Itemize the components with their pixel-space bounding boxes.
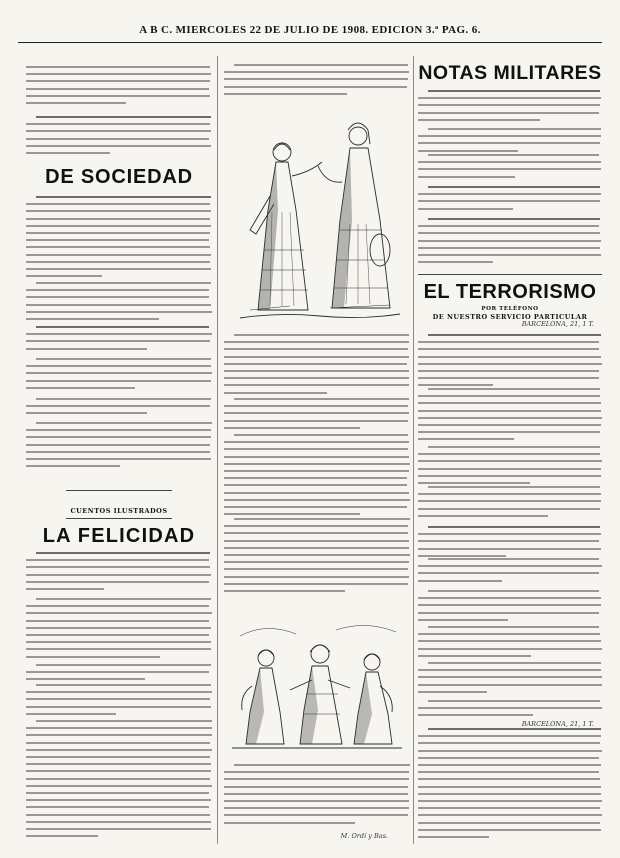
text-line [26,821,211,823]
text-line [418,669,601,671]
text-line [26,372,212,374]
text-line [418,565,602,567]
text-line [428,526,600,528]
text-line [224,561,409,563]
text-line [224,807,409,809]
text-line [26,806,209,808]
text-line [26,304,211,306]
text-line [418,691,487,693]
text-line [418,633,600,635]
text-line [26,605,209,607]
text-line [418,247,600,249]
text-line [224,71,409,73]
text-line [224,778,409,780]
text-line [418,793,601,795]
text-line [418,786,601,788]
text-line [26,275,102,277]
text-line [418,500,601,502]
text-line [234,64,408,66]
column-right [418,56,602,844]
text-line [418,417,602,419]
text-line [26,671,209,673]
text-line [418,684,602,686]
text-line [26,130,211,132]
text-line [418,619,508,621]
text-line [418,648,602,650]
text-line [418,750,602,752]
text-line [428,626,599,628]
text-line [224,86,407,88]
text-line [224,363,407,365]
text-line [234,764,410,766]
text-line [428,700,600,702]
column-rule [413,56,414,844]
text-line [224,547,409,549]
text-line [26,218,210,220]
text-line [26,429,211,431]
text-line [418,240,601,242]
text-line [26,102,126,104]
text-line [418,261,493,263]
text-line [26,574,211,576]
text-line [36,398,211,400]
text-line [26,88,209,90]
text-line [418,572,599,574]
text-line [224,513,360,515]
text-line [26,756,210,758]
illustration-two-women [230,100,406,326]
text-line [26,713,116,715]
text-line [418,384,493,386]
text-line [418,655,531,657]
text-line [418,597,601,599]
header-text: A B C. MIERCOLES 22 DE JULIO DE 1908. EDICION 3.ª PAG. 6. [139,24,481,36]
text-line [418,800,602,802]
text-line [26,763,211,765]
text-line [224,392,327,394]
text-line [428,154,599,156]
text-line [224,568,408,570]
text-line [224,441,409,443]
text-line [224,590,345,592]
text-line [36,422,212,424]
text-line [418,742,600,744]
section-title-terrorismo: EL TERRORISMO [423,281,597,303]
text-line [26,268,211,270]
text-line [224,377,409,379]
terrorismo-sub2: DE NUESTRO SERVICIO PARTICULAR [432,313,588,321]
text-line [224,540,409,542]
text-line [418,200,600,202]
divider [66,518,172,519]
text-line [224,532,408,534]
text-line [418,475,601,477]
text-line [418,424,601,426]
text-line [26,799,211,801]
text-line [26,66,210,68]
cuentos-label: CUENTOS ILUSTRADOS [70,507,168,515]
text-line [418,515,548,517]
text-line [26,254,211,256]
text-line [26,770,211,772]
text-line [36,552,210,554]
text-line [26,289,209,291]
text-line [418,438,514,440]
text-line [418,142,600,144]
text-line [428,728,601,730]
text-line [26,340,210,342]
text-line [26,581,209,583]
text-line [26,458,211,460]
text-line [418,402,601,404]
text-line [418,370,599,372]
text-line [26,566,210,568]
dateline: BARCELONA, 21, 1 T. [521,720,594,728]
text-line [26,612,212,614]
text-line [224,822,355,824]
text-line [26,678,145,680]
text-line [224,370,409,372]
text-line [224,484,407,486]
dateline: BARCELONA, 21, 1 T. [521,320,594,328]
text-line [26,835,98,837]
text-line [26,828,211,830]
text-line [26,333,212,335]
text-line [428,218,600,220]
text-line [418,225,599,227]
text-line [418,377,599,379]
text-line [26,742,210,744]
text-line [224,525,408,527]
text-line [234,434,408,436]
text-line [224,583,408,585]
column-left [26,56,212,844]
text-line [234,334,409,336]
text-line [26,261,210,263]
text-line [224,448,408,450]
text-line [418,232,600,234]
page-header [18,10,602,43]
text-line [224,477,407,479]
text-line [418,778,600,780]
text-line [418,580,502,582]
text-line [418,208,513,210]
text-line [224,793,408,795]
text-line [418,640,601,642]
text-line [36,664,211,666]
text-line [26,210,211,212]
text-line [418,612,599,614]
text-line [26,318,159,320]
text-line [26,559,209,561]
text-line [418,676,602,678]
text-line [418,555,506,557]
text-line [418,254,601,256]
text-line [418,453,600,455]
text-line [26,627,211,629]
text-line [26,152,110,154]
text-line [224,348,408,350]
text-line [418,97,601,99]
text-line [26,444,210,446]
text-line [428,334,601,336]
text-line [224,786,408,788]
text-line [26,138,209,140]
text-line [224,576,409,578]
text-line [418,460,602,462]
text-line [26,232,210,234]
text-line [428,590,599,592]
column-rule [217,56,218,844]
text-line [36,598,211,600]
text-line [418,119,540,121]
text-line [224,800,409,802]
text-line [418,548,601,550]
text-line [26,785,212,787]
text-line [26,95,210,97]
text-line [224,78,408,80]
text-line [26,465,120,467]
text-line [418,482,530,484]
text-line [224,384,409,386]
text-line [26,778,210,780]
text-line [224,499,410,501]
text-line [26,225,211,227]
text-line [224,427,360,429]
text-line [418,410,601,412]
text-line [418,468,601,470]
section-title-sociedad: DE SOCIEDAD [45,166,193,188]
text-line [234,398,409,400]
text-line [26,296,209,298]
text-line [418,431,600,433]
text-line [418,395,600,397]
text-line [26,656,160,658]
story-title: LA FELICIDAD [42,525,196,547]
text-line [36,196,211,198]
text-line [418,104,600,106]
signature: M. Ordí y Bas. [340,832,388,840]
text-line [418,112,599,114]
text-line [224,506,407,508]
text-line [26,706,211,708]
text-line [418,150,518,152]
text-line [36,358,211,360]
text-line [418,707,602,709]
text-line [224,412,409,414]
text-line [418,356,601,358]
text-line [36,282,211,284]
text-line [26,123,210,125]
text-line [36,684,211,686]
text-line [36,326,209,328]
text-line [224,492,409,494]
text-line [418,540,599,542]
text-line [26,246,210,248]
text-line [418,161,601,163]
terrorismo-sub1: POR TELÉFONO [481,306,539,312]
text-line [418,771,599,773]
text-line [26,620,209,622]
text-line [418,807,600,809]
text-line [26,380,211,382]
text-line [428,128,601,130]
text-line [224,420,408,422]
text-line [26,727,212,729]
text-line [26,814,210,816]
text-line [26,792,209,794]
column-middle [224,56,410,844]
text-line [418,193,601,195]
text-line [26,80,210,82]
text-line [36,720,212,722]
text-line [428,90,600,92]
text-line [26,311,212,313]
section-title-militares: NOTAS MILITARES [418,62,602,84]
text-line [26,348,147,350]
text-line [224,771,409,773]
text-line [418,176,515,178]
text-line [224,463,410,465]
text-line [26,145,211,147]
text-line [26,734,212,736]
divider [66,490,172,491]
text-line [418,135,601,137]
text-line [418,822,600,824]
text-line [418,341,599,343]
text-line [26,749,212,751]
text-line [26,405,210,407]
text-line [26,73,211,75]
text-line [26,451,210,453]
text-line [418,764,601,766]
illustration-three-figures [226,616,408,756]
text-line [418,533,601,535]
text-line [428,486,600,488]
divider [418,274,602,275]
text-line [224,814,408,816]
text-line [428,446,600,448]
text-line [418,714,533,716]
text-line [418,348,599,350]
text-line [418,493,601,495]
text-line [418,836,489,838]
text-line [418,508,600,510]
text-line [418,168,601,170]
text-line [26,641,211,643]
text-line [428,662,601,664]
text-line [224,405,408,407]
text-line [418,829,601,831]
text-line [224,456,409,458]
text-line [418,735,601,737]
text-line [26,387,135,389]
text-line [26,691,212,693]
text-line [418,814,602,816]
text-line [428,558,599,560]
text-line [26,239,209,241]
text-line [224,356,409,358]
text-line [26,648,211,650]
text-line [26,588,104,590]
text-line [224,470,409,472]
text-line [36,116,211,118]
text-line [26,436,211,438]
text-line [26,203,210,205]
text-line [418,604,601,606]
text-line [428,388,600,390]
text-line [418,757,599,759]
text-line [26,365,211,367]
text-line [26,634,209,636]
text-line [418,363,602,365]
text-line [224,341,409,343]
text-line [224,93,347,95]
text-line [224,554,410,556]
text-line [26,698,210,700]
text-line [428,186,600,188]
text-line [26,412,147,414]
text-line [234,518,410,520]
